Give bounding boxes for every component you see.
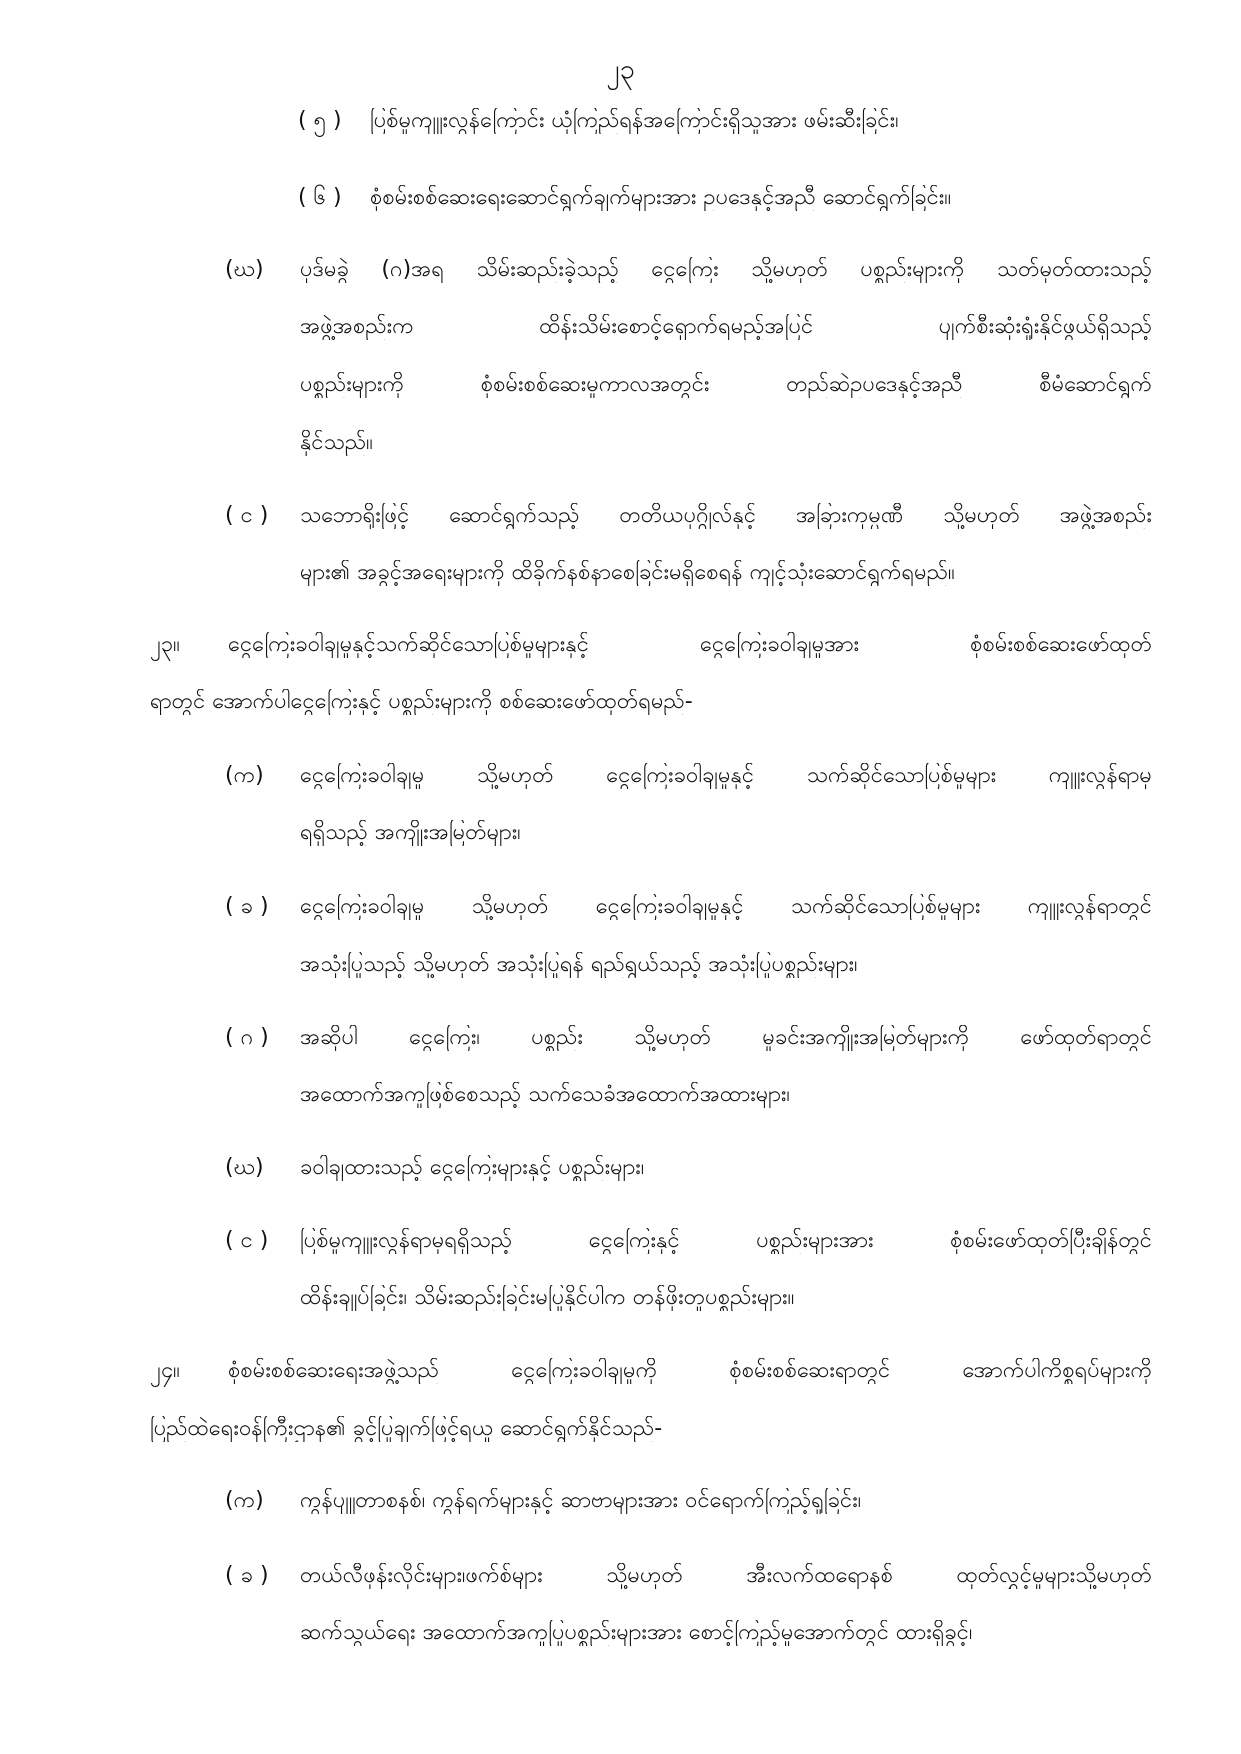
clause-line: ပြစ်မှုကျူးလွန်ကြောင်း ယုံကြည်ရန်အကြောင်းရှိသူအား ဖမ်းဆီးခြင်း၊ bbox=[370, 108, 899, 133]
clause-label: (က) bbox=[225, 1488, 264, 1513]
clause-line: စုံစမ်းစစ်ဆေးရေးဆောင်ရွက်ချက်များအား ဥပဒေနှင့်အညီ ဆောင်ရွက်ခြင်း။ bbox=[370, 185, 952, 210]
clause-line: တယ်လီဖုန်းလိုင်းများ၊ဖက်စ်များ သို့မဟုတ် အီးလက်ထရောနစ် ထုတ်လွှင့်မှုများသို့မဟုတ် bbox=[300, 1563, 1152, 1588]
clause-label: (ဃ) bbox=[225, 257, 264, 282]
clause-line: ကွန်ပျူတာစနစ်၊ ကွန်ရက်များနှင့် ဆာဗာများအား ဝင်ရောက်ကြည့်ရှုခြင်း၊ bbox=[300, 1488, 862, 1513]
clause-line: ရရှိသည့် အကျိုးအမြတ်များ၊ bbox=[300, 820, 521, 845]
clause-line: နိုင်သည်။ bbox=[300, 430, 373, 455]
clause-line: ဆက်သွယ်ရေး အထောက်အကူပြုပစ္စည်းများအား စောင့်ကြည့်မှုအောက်တွင် ထားရှိခွင့်၊ bbox=[300, 1620, 973, 1645]
clause-label: ( ၅ ) bbox=[298, 108, 342, 133]
section-line: စုံစမ်းစစ်ဆေးရေးအဖွဲ့သည် ငွေကြေးခဝါချမှုကို စုံစမ်းစစ်ဆေးရာတွင် အောက်ပါကိစ္စရပ်များကို bbox=[228, 1358, 1152, 1383]
clause-label: ( ၆ ) bbox=[298, 185, 342, 210]
clause-line: အသုံးပြုသည့် သို့မဟုတ် အသုံးပြုရန် ရည်ရွယ်သည့် အသုံးပြုပစ္စည်းများ၊ bbox=[300, 952, 858, 977]
clause-line: ပုဒ်မခွဲ (ဂ)အရ သိမ်းဆည်းခဲ့သည့် ငွေကြေး သို့မဟုတ် ပစ္စည်းများကို သတ်မှတ်ထားသည့် bbox=[300, 257, 1152, 282]
clause-line: ငွေကြေးခဝါချမှု သို့မဟုတ် ငွေကြေးခဝါချမှုနှင့် သက်ဆိုင်သောပြစ်မှုများ ကျူးလွန်ရာတွင် bbox=[300, 894, 1152, 919]
clause-label: (ဃ) bbox=[225, 1155, 264, 1180]
clause-line: အထောက်အကူဖြစ်စေသည့် သက်သေခံအထောက်အထားများ၊ bbox=[300, 1082, 790, 1107]
clause-label: ( င ) bbox=[225, 1228, 269, 1253]
section-number: ၂၄။ bbox=[150, 1358, 180, 1383]
clause-line: အဆိုပါ ငွေကြေး၊ ပစ္စည်း သို့မဟုတ် မှုခင်းအကျိုးအမြတ်များကို ဖော်ထုတ်ရာတွင် bbox=[300, 1025, 1152, 1050]
clause-line: ထိန်းချုပ်ခြင်း၊ သိမ်းဆည်းခြင်းမပြုနိုင်ပါက တန်ဖိုးတူပစ္စည်းများ။ bbox=[300, 1285, 795, 1310]
clause-label: ( င ) bbox=[225, 503, 269, 528]
clause-line: သဘောရိုးဖြင့် ဆောင်ရွက်သည့် တတိယပုဂ္ဂိုလ်နှင့် အခြားကုမ္ပဏီ သို့မဟုတ် အဖွဲ့အစည်း bbox=[300, 503, 1152, 528]
clause-line: ပြစ်မှုကျူးလွန်ရာမှရရှိသည့် ငွေကြေးနှင့် ပစ္စည်းများအား စုံစမ်းဖော်ထုတ်ပြီးချိန်တွင် bbox=[300, 1228, 1152, 1253]
clause-line: များ၏ အခွင့်အရေးများကို ထိခိုက်နစ်နာစေခြင်းမရှိစေရန် ကျင့်သုံးဆောင်ရွက်ရမည်။ bbox=[300, 560, 955, 585]
clause-label: ( ခ ) bbox=[225, 894, 269, 919]
clause-label: (က) bbox=[225, 763, 264, 788]
clause-line: ပစ္စည်းများကို စုံစမ်းစစ်ဆေးမှုကာလအတွင်း တည်ဆဲဥပဒေနှင့်အညီ စီမံဆောင်ရွက် bbox=[300, 372, 1152, 397]
clause-line: ငွေကြေးခဝါချမှု သို့မဟုတ် ငွေကြေးခဝါချမှုနှင့် သက်ဆိုင်သောပြစ်မှုများ ကျူးလွန်ရာမှ bbox=[300, 763, 1152, 788]
page-number: ၂၃ bbox=[606, 54, 635, 85]
section-line: ရာတွင် အောက်ပါငွေကြေးနှင့် ပစ္စည်းများကို စစ်ဆေးဖော်ထုတ်ရမည်- bbox=[150, 689, 693, 714]
clause-label: ( ဂ ) bbox=[225, 1025, 269, 1050]
section-number: ၂၃။ bbox=[150, 632, 180, 657]
clause-line: ခဝါချထားသည့် ငွေကြေးများနှင့် ပစ္စည်းများ၊ bbox=[300, 1155, 645, 1180]
section-line: ငွေကြေးခဝါချမှုနှင့်သက်ဆိုင်သောပြစ်မှုများနှင့် ငွေကြေးခဝါချမှုအား စုံစမ်းစစ်ဆေးဖော်ထုတ် bbox=[228, 632, 1152, 657]
section-line: ပြည်ထဲရေးဝန်ကြီးဌာန၏ ခွင့်ပြုချက်ဖြင့်ရယူ ဆောင်ရွက်နိုင်သည်- bbox=[150, 1416, 663, 1441]
clause-line: အဖွဲ့အစည်းက ထိန်းသိမ်းစောင့်ရှောက်ရမည့်အပြင် ပျက်စီးဆုံးရှုံးနိုင်ဖွယ်ရှိသည့် bbox=[300, 314, 1152, 339]
clause-label: ( ခ ) bbox=[225, 1563, 269, 1588]
